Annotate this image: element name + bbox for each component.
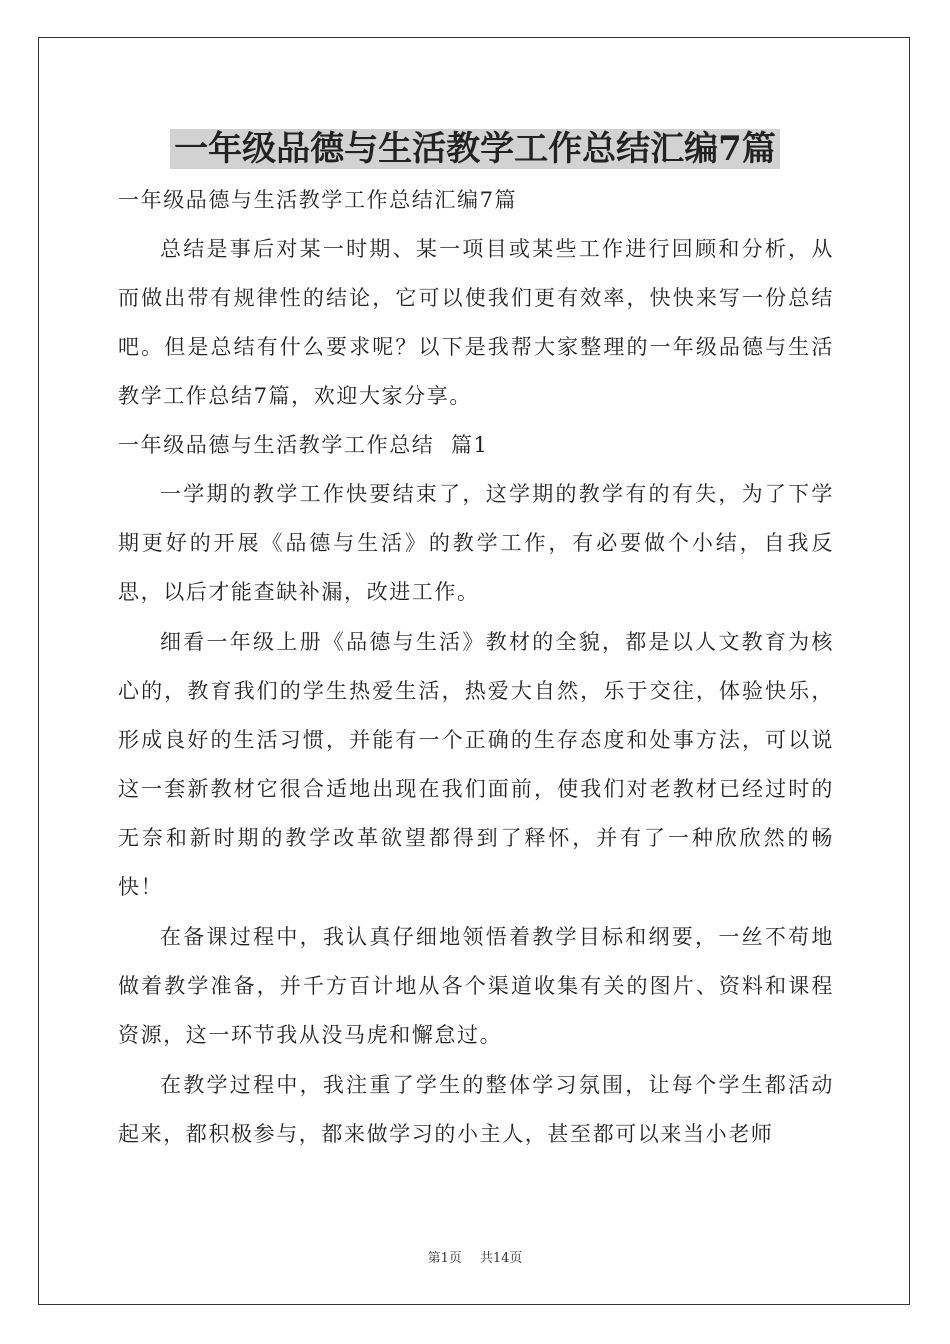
document-body <box>118 176 834 1159</box>
document-title <box>0 127 950 171</box>
body-paragraph-2: 细看一年级上册《品德与生活》教材的全貌，都是以人文教育为核心的，教育我们的学生热爱生活，热爱大自然，乐于交往，体验快乐，形成良好的生活习惯，并能有一个正确的生存态度和处事方法，可以说这一套新教材它很合适地出现在我们面前，使我们对老教材已经过时的无奈和新时期的教学改革欲望都得到了释怀，并有了一种欣欣然的畅快！ <box>118 630 834 899</box>
page-number: 第1页 <box>427 1251 462 1266</box>
document-title-text: 一年级品德与生活教学工作总结汇编7篇 <box>170 129 780 169</box>
page-total: 共14页 <box>479 1251 523 1266</box>
document-subtitle: 一年级品德与生活教学工作总结汇编7篇 <box>118 188 518 212</box>
body-paragraph-1: 一学期的教学工作快要结束了，这学期的教学有的有失，为了下学期更好的开展《品德与生活》的教学工作，有必要做个小结，自我反思，以后才能查缺补漏，改进工作。 <box>118 482 834 604</box>
intro-paragraph: 总结是事后对某一时期、某一项目或某些工作进行回顾和分析，从而做出带有规律性的结论，它可以使我们更有效率，快快来写一份总结吧。但是总结有什么要求呢？以下是我帮大家整理的一年级品德与生活教学工作总结7篇，欢迎大家分享。 <box>118 237 834 408</box>
body-paragraph-4: 在教学过程中，我注重了学生的整体学习氛围，让每个学生都活动起来，都积极参与，都来做学习的小主人，甚至都可以来当小老师 <box>118 1073 834 1146</box>
body-paragraph-3: 在备课过程中，我认真仔细地领悟着教学目标和纲要，一丝不苟地做着教学准备，并千方百计地从各个渠道收集有关的图片、资料和课程资源，这一环节我从没马虎和懈怠过。 <box>118 925 834 1047</box>
section-heading: 一年级品德与生活教学工作总结 篇1 <box>118 433 489 457</box>
page-footer <box>0 1247 950 1266</box>
